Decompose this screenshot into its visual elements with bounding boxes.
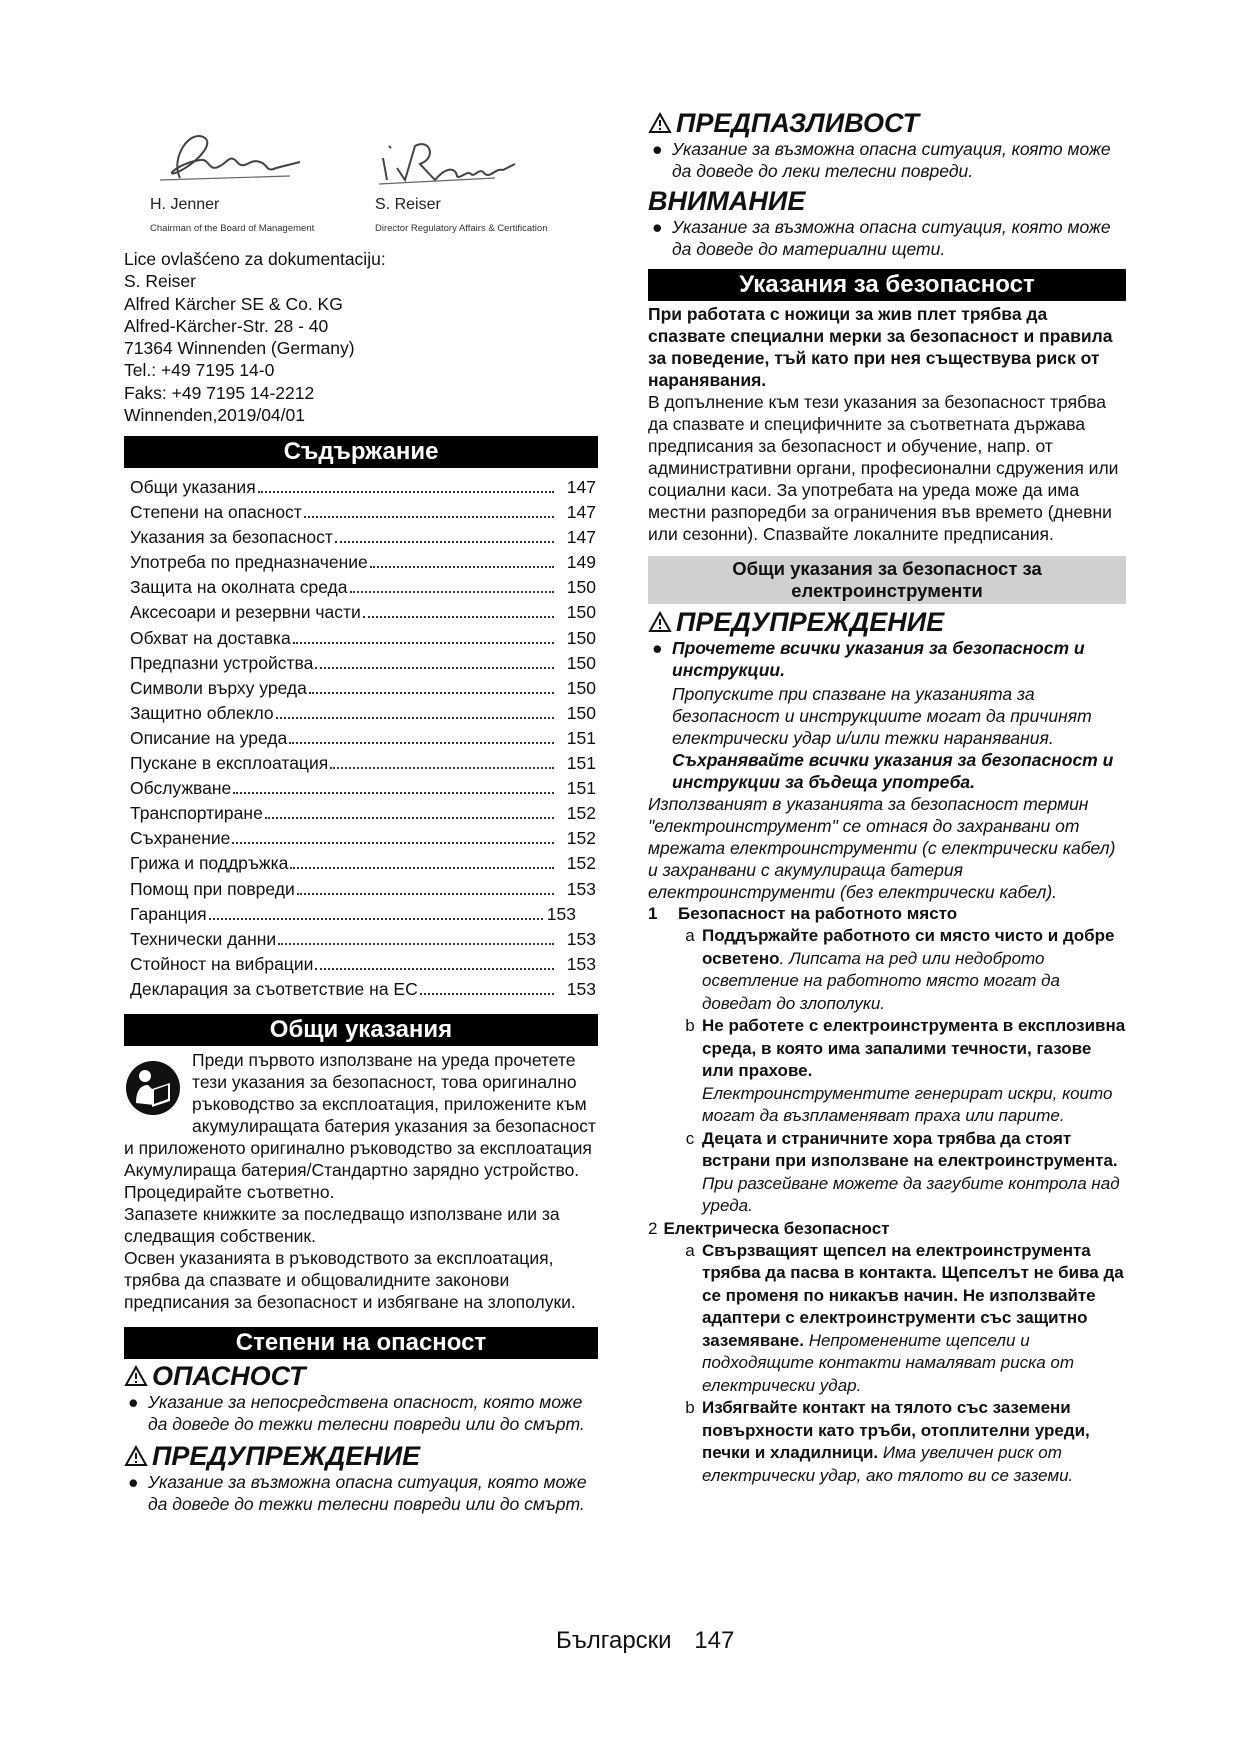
safety-intro: В допълнение към тези указания за безопасност трябва да спазвате и специфичните за съответната държава предписания за безопасност и обучение, напр. от административни органи, професионални сдружения или социални каси. За употребата на уреда може да има местни разпоредби за ограничения във времето (дневни или сезонни). Спазвайте локалните предписания. [648, 392, 1119, 544]
toc-item[interactable]: Описание на уреда 151 [130, 727, 596, 748]
signatures [130, 118, 600, 238]
section-2b: b Избягвайте контакт на тялото със заземени повърхности като тръби, отоплителни уреди, печки и хладилници. Има увеличен риск от електрически удар, ако тялото ви се заземи. [685, 1398, 1090, 1485]
address-line: Tel.: +49 7195 14-0 [124, 360, 275, 381]
section-2a: a Свързващият щепсел на електроинструмента трябва да пасва в контакта. Щепселът не бива да се променя по никакъв начин. Не използвайте адаптери с електроинструменти със защитно заземяване. Непроменените щепсели и подходящите контакти намаляват риска от електрически удар. [685, 1240, 1124, 1395]
hazard-levels-heading: Степени на опасност [124, 1327, 598, 1359]
caution-text: ● Указание за възможна опасна ситуация, която може да доведе до леки телесни повреди. [652, 139, 1111, 181]
warning-triangle-icon [648, 112, 672, 134]
section-1b: b Не работете с електроинструмента в експлозивна среда, в която има запалими течности, газове или прахове. Електроинструментите генерират искри, които могат да възпламеняват праха или парите. [685, 1016, 1126, 1125]
handwritten-signature-icon [375, 118, 525, 198]
toc-item[interactable]: Общи указания 147 [130, 477, 596, 497]
warning-heading: ПРЕДУПРЕЖДЕНИЕ [124, 1441, 598, 1471]
toc-item[interactable]: Употреба по предназначение 149 [130, 552, 596, 573]
table-of-contents [124, 476, 598, 1003]
warning-triangle-icon [648, 611, 672, 633]
toc-item[interactable]: Стойност на вибрации 153 [130, 953, 596, 974]
toc-item[interactable]: Помощ при повреди 153 [130, 878, 596, 899]
toc-item[interactable]: Технически данни 153 [130, 928, 596, 949]
toc-heading: Съдържание [124, 436, 598, 468]
term-note: Използваният в указанията за безопасност термин "електроинструмент" се отнася до захранвани от мрежата електроинструменти (с електрически кабел) и захранвани с акумулираща батерия електроинструменти (без електрически кабел). [648, 794, 1116, 902]
address-line: Alfred Kärcher SE & Co. KG [124, 293, 343, 314]
toc-item[interactable]: Предпазни устройства 150 [130, 652, 596, 673]
attention-heading: ВНИМАНИЕ [648, 186, 806, 216]
toc-item[interactable]: Транспортиране 152 [130, 803, 596, 824]
safety-heading: Указания за безопасност [648, 269, 1126, 301]
caution-heading: ПРЕДПАЗЛИВОСТ [648, 108, 1126, 138]
footer-page-number: 147 [694, 1627, 735, 1654]
warn-bold: Прочетете всички указания за безопасност и инструкции. [672, 638, 1085, 680]
read-manual-icon [124, 1059, 184, 1123]
safety-intro-bold: При работата с ножици за жив плет трябва да спазвате специални мерки за безопасност и правила за поведение, тъй като при нея съществува риск от наранявания. [648, 304, 1113, 390]
toc-item[interactable]: Гаранция 153 [130, 903, 576, 924]
page-footer [556, 1627, 735, 1654]
warning-triangle-icon [124, 1365, 148, 1387]
general-heading: Общи указания [124, 1014, 598, 1046]
warn-text: Пропуските при спазване на указанията за безопасност и инструкциите могат да причинят електрически удар и/или тежки наранявания. [672, 684, 1092, 748]
general-paragraph: Запазете книжките за последващо използване или за следващия собственик. [124, 1203, 560, 1246]
signature-name: S. Reiser [375, 196, 441, 213]
address-line: S. Reiser [124, 271, 196, 292]
left-column [124, 436, 598, 1515]
address-line: Faks: +49 7195 14-2212 [124, 382, 315, 403]
toc-item[interactable]: Обслужване 151 [130, 778, 596, 799]
warn-bold-2: Съхранявайте всички указания за безопасност и инструкции за бъдеща употреба. [672, 750, 1114, 792]
general-section [124, 1049, 598, 1313]
electro-warning-item: ● Прочетете всички указания за безопасност и инструкции. Пропуските при спазване на указанията за безопасност и инструкциите могат да причинят електрически удар и/или тежки наранявания. Съхранявайте всички указания за безопасност и инструкции за бъдеща употреба. [652, 638, 1114, 792]
general-paragraph: Освен указанията в ръководството за експлоатация, трябва да спазвате и общовалидните законови предписания за безопасност и избягване на злополуки. [124, 1247, 576, 1312]
signature-role: Chairman of the Board of Management [150, 223, 315, 234]
section-2-heading: 2 Електрическа безопасност [648, 1218, 890, 1238]
toc-item[interactable]: Защита на околната среда 150 [130, 577, 596, 598]
signature-role: Director Regulatory Affairs & Certification [375, 223, 548, 234]
electro-warning-heading: ПРЕДУПРЕЖДЕНИЕ [648, 607, 1126, 637]
warning-text: ● Указание за възможна опасна ситуация, която може да доведе до тежки телесни повреди или до смърт. [128, 1471, 587, 1514]
authorized-address [124, 248, 594, 426]
footer-language: Български [556, 1627, 672, 1654]
toc-item[interactable]: Обхват на доставка 150 [130, 627, 596, 648]
toc-item[interactable]: Грижа и поддръжка 152 [130, 853, 596, 874]
section-1-heading: 1 Безопасност на работното място [648, 904, 958, 923]
address-line: 71364 Winnenden (Germany) [124, 338, 355, 359]
danger-text: ● Указание за непосредствена опасност, която може да доведе до тежки телесни повреди или до смърт. [128, 1391, 585, 1434]
toc-item[interactable]: Защитно облекло 150 [130, 702, 596, 723]
right-column [648, 108, 1126, 1487]
toc-item[interactable]: Декларация за съответствие на ЕС 153 [130, 978, 596, 999]
toc-item[interactable]: Съхранение 152 [130, 828, 596, 849]
toc-item[interactable]: Указания за безопасност 147 [130, 527, 596, 548]
section-1c: c Децата и страничните хора трябва да стоят встрани при използване на електроинструмента. При разсейване можете да загубите контрола над уреда. [685, 1128, 1120, 1215]
address-line: Lice ovlašćeno za dokumentaciju: [124, 249, 386, 269]
toc-item[interactable]: Символи върху уреда 150 [130, 677, 596, 698]
signature-jenner [150, 118, 314, 240]
toc-item[interactable]: Аксесоари и резервни части 150 [130, 602, 596, 623]
signature-reiser [375, 118, 547, 240]
section-1a: a Поддържайте работното си място чисто и добре осветено. Липсата на ред или недоброто осветление на работното място могат да доведат до злополуки. [685, 926, 1115, 1013]
general-paragraph: Преди първото използване на уреда прочетете тези указания за безопасност, това оригинално ръководство за експлоатация, приложените към акумулиращата батерия указания за безопасност и приложеното оригинално ръководство за експлоатация Акумулираща батерия/Стандартно зарядно устройство. Процедирайте съответно. [124, 1049, 597, 1202]
toc-item[interactable]: Степени на опасност 147 [130, 502, 596, 523]
address-line: Winnenden,2019/04/01 [124, 405, 305, 426]
attention-text: ● Указание за възможна опасна ситуация, която може да доведе до материални щети. [652, 217, 1111, 259]
signature-name: H. Jenner [150, 196, 220, 213]
handwritten-signature-icon [150, 118, 310, 198]
address-line: Alfred-Kärcher-Str. 28 - 40 [124, 315, 329, 336]
toc-item[interactable]: Пускане в експлоатация 151 [130, 753, 596, 774]
danger-heading: ОПАСНОСТ [124, 1361, 598, 1391]
warning-triangle-icon [124, 1445, 148, 1467]
electro-safety-subheading: Общи указания за безопасност за електроинструменти [648, 556, 1126, 604]
